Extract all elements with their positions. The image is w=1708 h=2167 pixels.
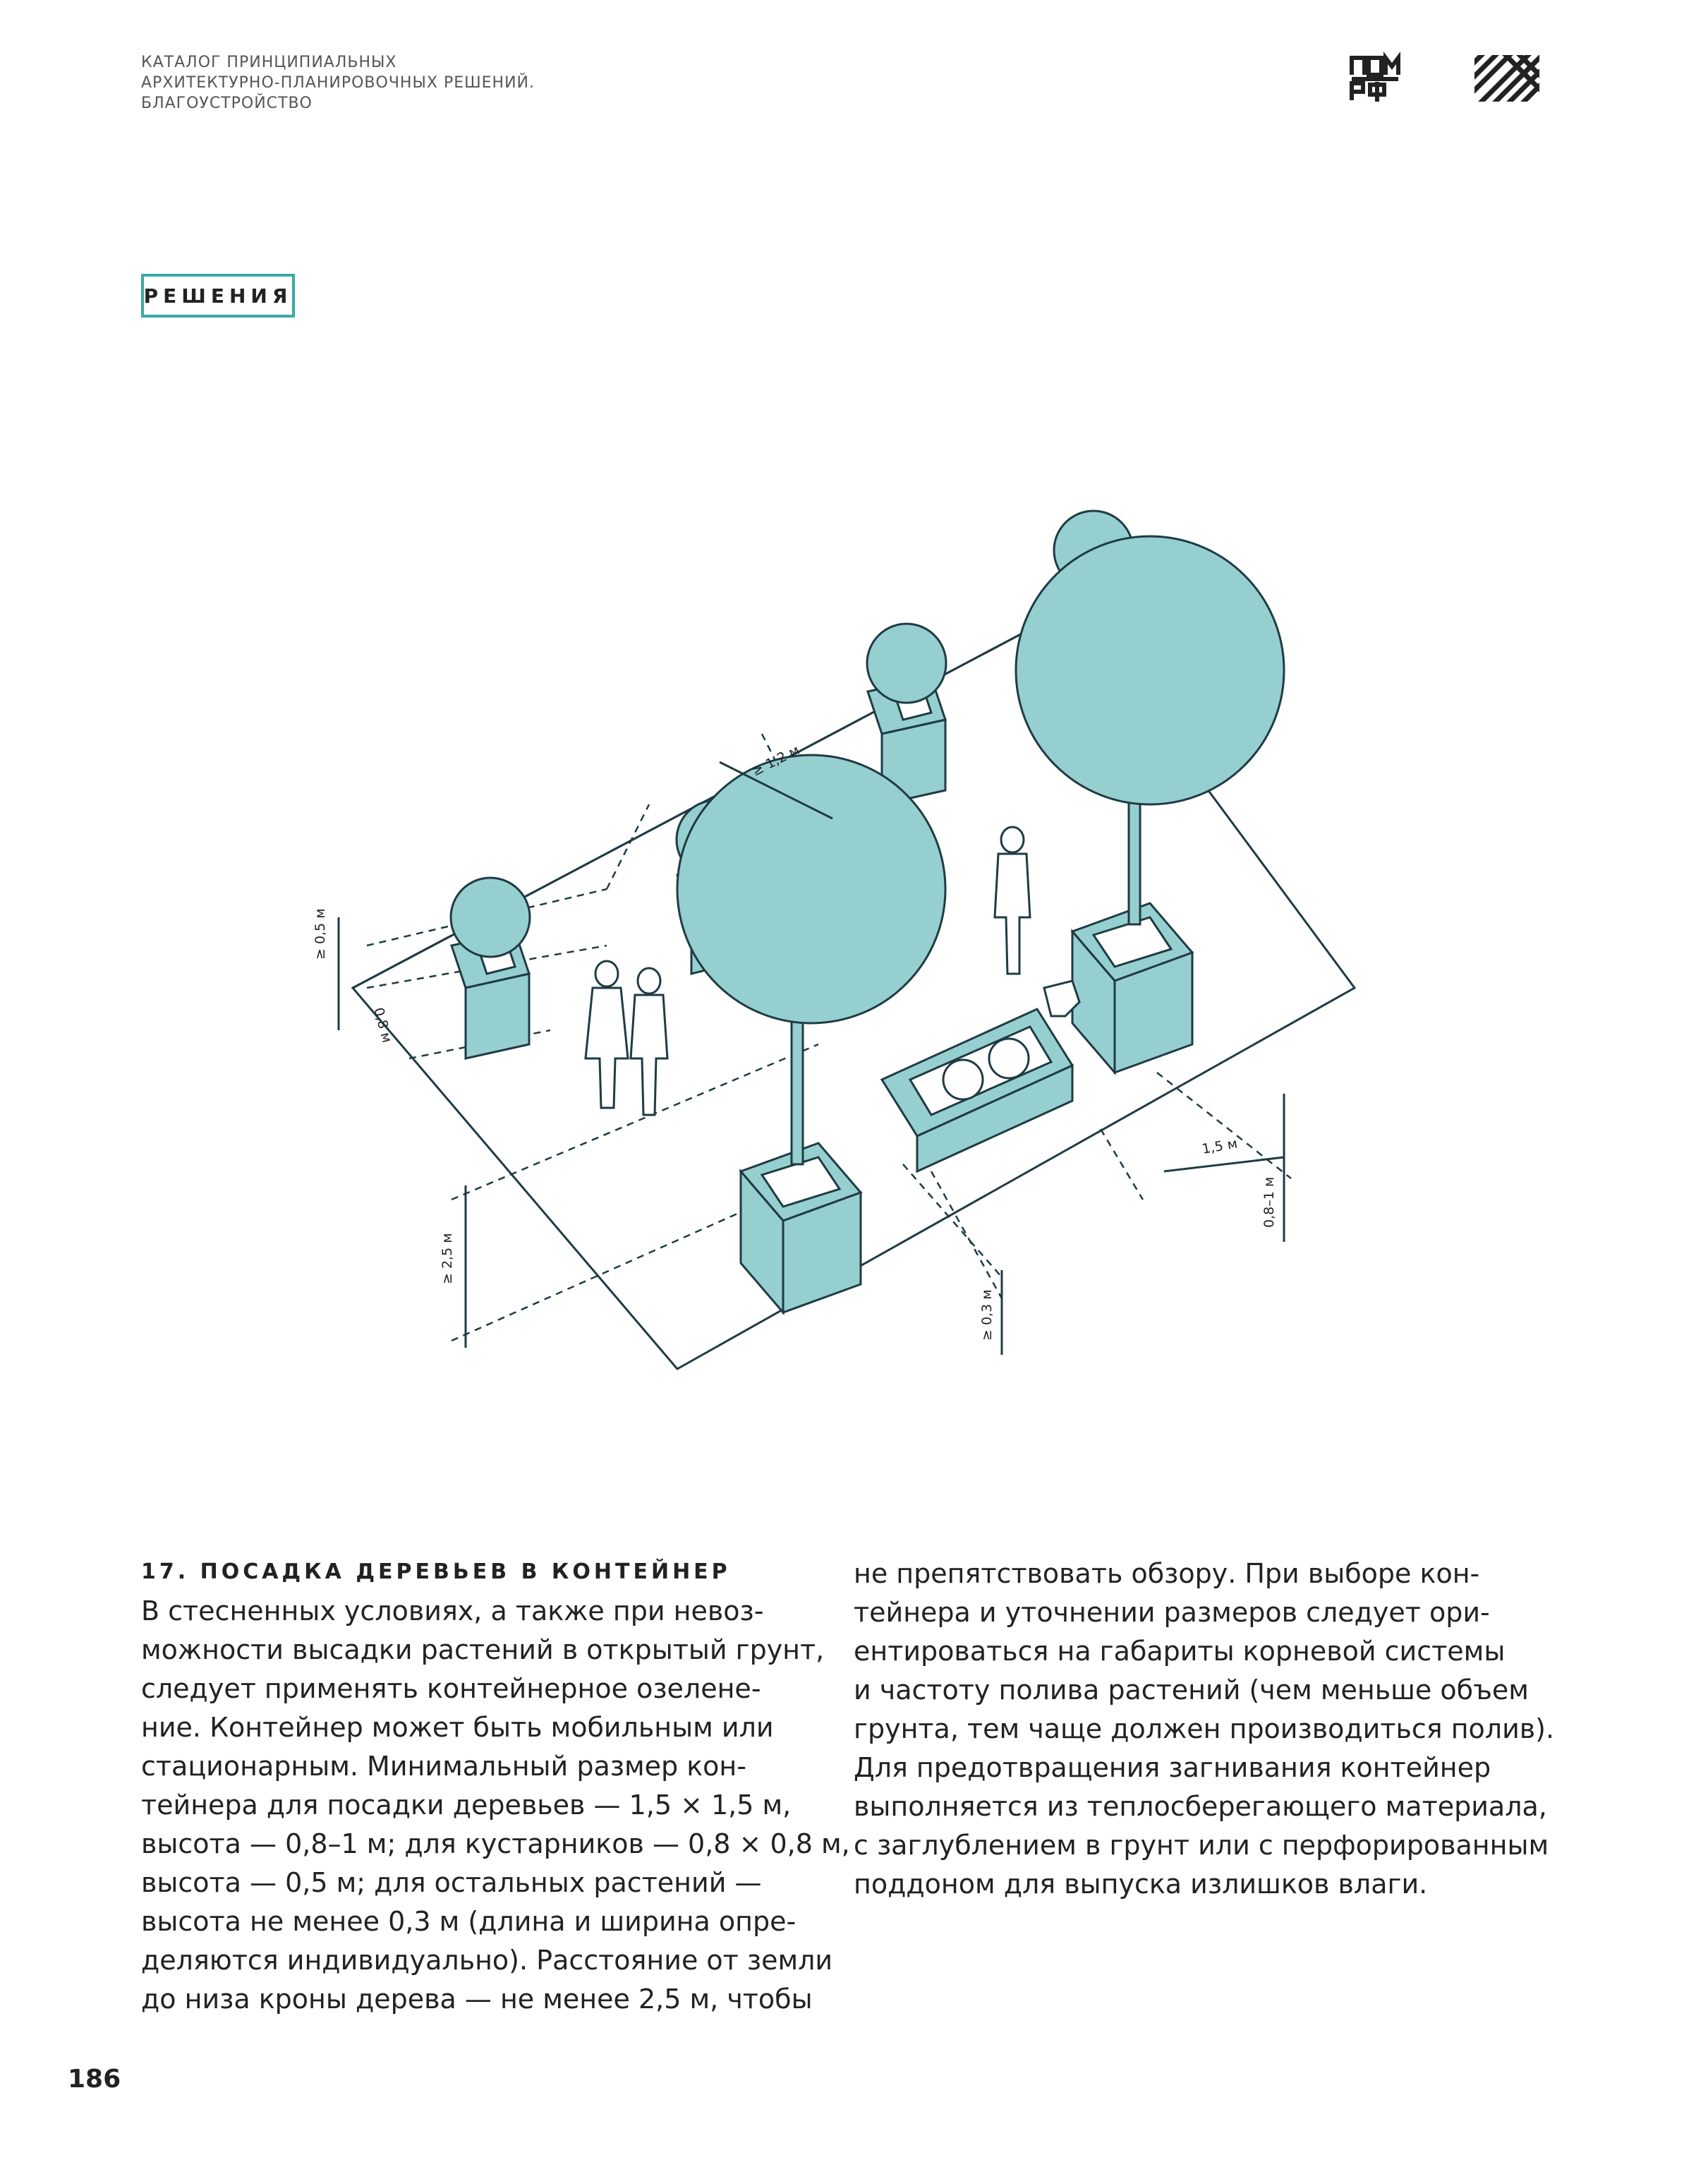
body-line: стационарным. Минимальный размер кон- [141,1751,746,1782]
header-line: АРХИТЕКТУРНО-ПЛАНИРОВОЧНЫХ РЕШЕНИЙ. [141,74,535,92]
person-figure [638,968,660,994]
body-line: с заглублением в грунт или с перфорированным [854,1830,1549,1861]
page-number: 186 [68,2065,121,2094]
body-line: выполняется из теплосберегающего материала, [854,1791,1547,1822]
person-figure [1001,827,1024,852]
body-text-left [141,1592,850,2019]
body-line: высота — 0,8–1 м; для кустарников — 0,8 × 0,8 м, [141,1828,850,1859]
catalog-header [141,52,535,114]
body-line: деляются индивидуально). Расстояние от земли [141,1945,833,1976]
section-badge: РЕШЕНИЯ [141,274,295,318]
body-line: высота не менее 0,3 м (длина и ширина опре- [141,1906,797,1937]
tree-container [1072,903,1192,1073]
body-line: В стесненных условиях, а также при невоз- [141,1595,764,1626]
dim-label-shrub-gap: ≥ 1,2 м [749,742,802,780]
body-text-right [854,1555,1555,1904]
body-line: грунта, тем чаще должен производиться полив). [854,1713,1555,1744]
body-line: тейнера и уточнении размеров следует ори- [854,1597,1490,1628]
section-title: 17. ПОСАДКА ДЕРЕВЬЕВ В КОНТЕЙНЕР [141,1559,731,1584]
person-figure [995,854,1030,974]
shrub-foliage [451,878,530,957]
body-line: тейнера для посадки деревьев — 1,5 × 1,5 м, [141,1789,792,1821]
shrub-foliage [867,624,946,703]
dim-label-tree-container-width: 1,5 м [1201,1135,1239,1157]
tree-crown [1016,536,1284,804]
dom-rf-logo [1349,54,1401,103]
header-line: БЛАГОУСТРОЙСТВО [141,95,313,112]
body-line: ние. Контейнер может быть мобильным или [141,1712,774,1743]
header-line: КАТАЛОГ ПРИНЦИПИАЛЬНЫХ [141,54,397,71]
tree-trunk [792,1002,803,1164]
dim-label-shrub-width: 0,8 м [370,1006,395,1045]
body-line: Для предотвращения загнивания контейнер [854,1752,1491,1783]
tree-container [741,1143,861,1312]
dim-label-tree-container-height: 0,8–1 м [1261,1176,1277,1228]
dim-label-flowerbed-height: ≥ 0,3 м [979,1289,995,1341]
person-figure [631,995,667,1115]
stripes-logo [1474,55,1539,102]
body-line: и частоту полива растений (чем меньше объем [854,1674,1529,1706]
flower-bed [882,1009,1072,1171]
body-line: высота — 0,5 м; для остальных растений — [141,1867,762,1898]
body-line: не препятствовать обзору. При выборе кон- [854,1558,1480,1589]
body-line: ентироваться на габариты корневой системы [854,1636,1506,1667]
dim-label-shrub-height: ≥ 0,5 м [313,908,328,960]
body-line: можности высадки растений в открытый грунт, [141,1634,825,1665]
person-figure [586,988,628,1108]
body-line: следует применять контейнерное озелене- [141,1673,761,1704]
dim-label-crown-clearance: ≥ 2,5 м [440,1233,455,1284]
body-line: поддоном для выпуска излишков влаги. [854,1869,1428,1900]
person-figure [595,961,618,986]
tree-crown [677,755,945,1023]
body-line: до низа кроны дерева — не менее 2,5 м, чтобы [141,1984,813,2015]
container-planting-illustration [313,494,1369,1411]
